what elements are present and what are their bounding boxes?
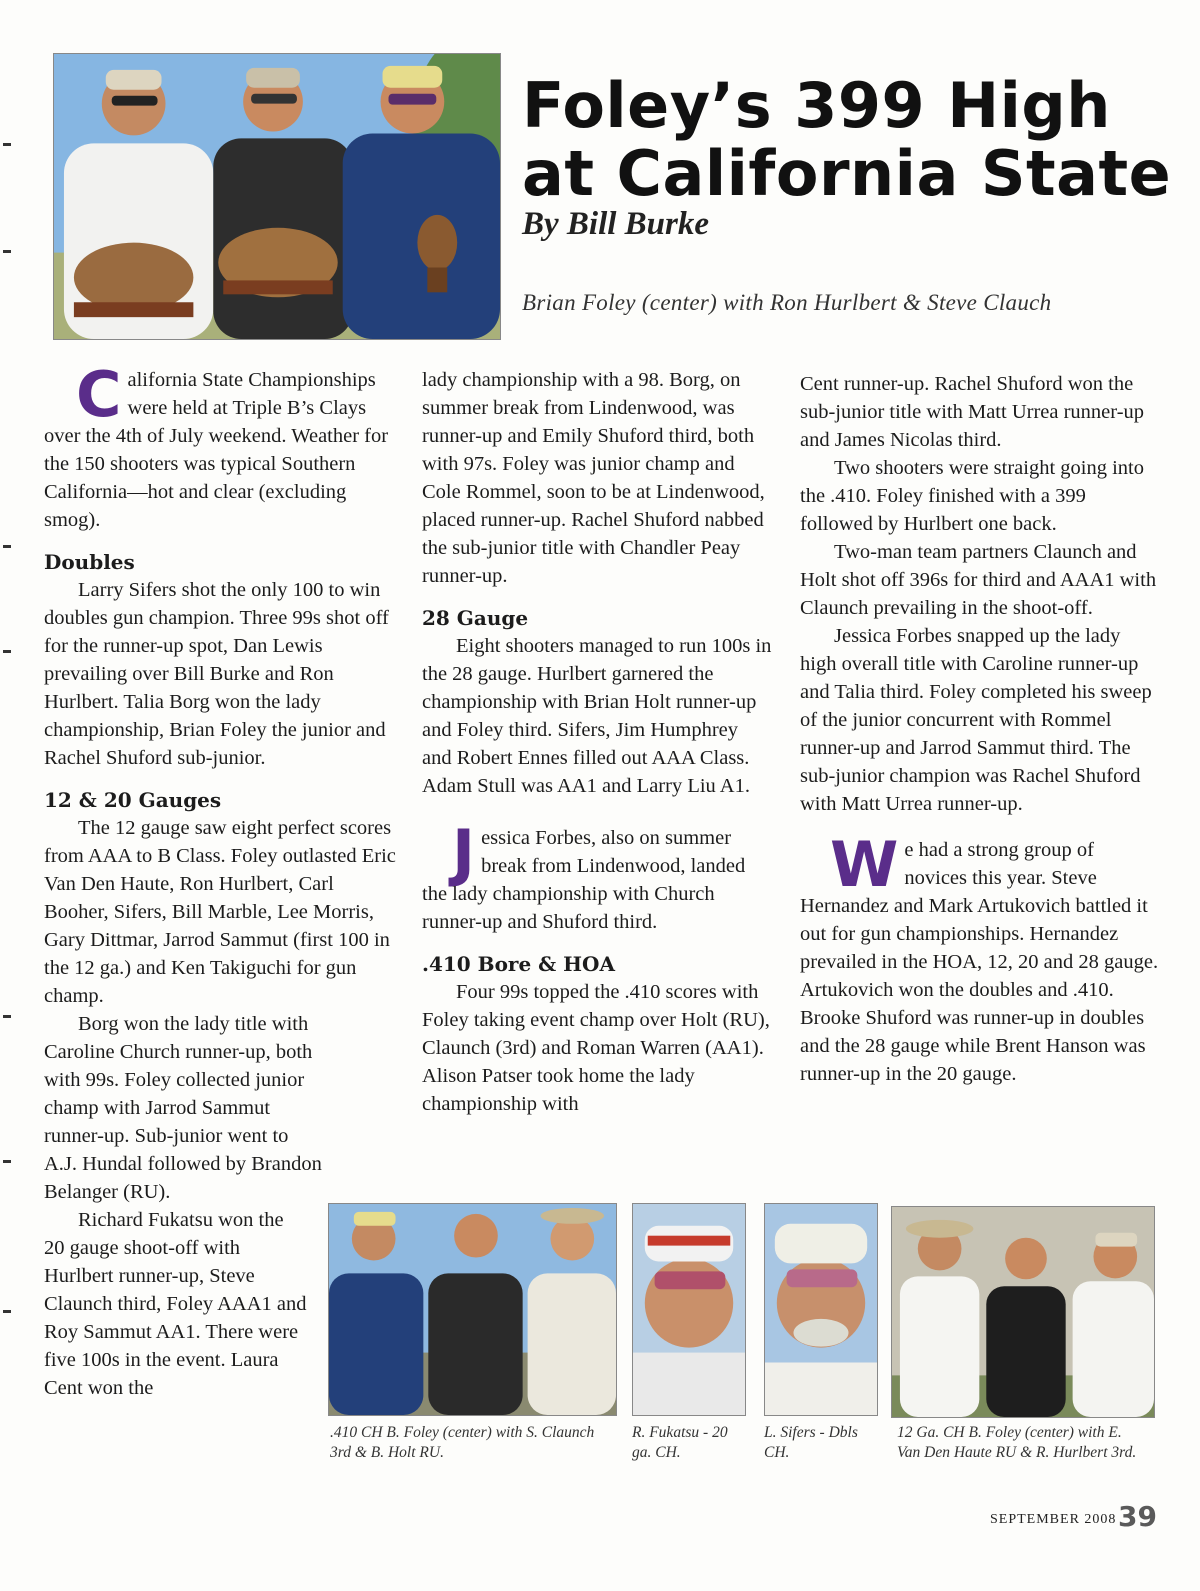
title-line-2: at California State xyxy=(522,137,1172,210)
gauge28-paragraph: Eight shooters managed to run 100s in the 28 gauge. Hurlbert garnered the championship with Brian Holt runner-up and Foley third. Sifers, Jim Humphrey and Robert Ennes filled out AAA Class. Adam Stull was AA1 and Larry Liu A1. xyxy=(422,635,772,797)
gauges-paragraph-1: The 12 gauge saw eight perfect scores from AAA to B Class. Foley outlasted Eric Van Den Haute, Ron Hurlbert, Carl Booher, Sifers, Bill Marble, Lee Morris, Gary Dittmar, Jarrod Sammut (first 100 in the 12 ga.) and Ken Takiguchi for gun champ. xyxy=(44,817,396,1007)
dropcap-w: W xyxy=(830,828,899,901)
title-line-1: Foley’s 399 High xyxy=(522,69,1111,142)
bore-paragraph: Four 99s topped the .410 scores with Foley taking event champ over Holt (RU), Claunch (3rd) and Roman Warren (AA1). Alison Patser took home the lady championship with xyxy=(422,981,770,1115)
page-number: 39 xyxy=(1118,1500,1157,1533)
photo-12ga-winners xyxy=(891,1206,1155,1418)
lady-hoa-paragraph: Jessica Forbes snapped up the lady high overall title with Caroline runner-up and Talia third. Foley completed his sweep of the junior concurrent with Rommel runner-up and Jarrod Sammut third. The sub-junior champion was Rachel Shuford with Matt Urrea runner-up. xyxy=(800,625,1152,815)
scan-mark xyxy=(3,1160,11,1163)
scan-mark xyxy=(3,650,11,653)
gauges-paragraph-2: Borg won the lady title with Caroline Church runner-up, both with 99s. Foley collected junior champ with Jarrod Sammut runner-up. Sub-junior went to A.J. Hundal followed by Brandon Belanger (RU). xyxy=(44,1013,322,1203)
scan-mark xyxy=(3,143,11,146)
dropcap-j: J xyxy=(452,816,476,889)
straight-paragraph: Two shooters were straight going into the .410. Foley finished with a 399 followed by Hurlbert one back. xyxy=(800,457,1145,535)
column-3 xyxy=(800,370,1160,1088)
gauges-heading: 12 & 20 Gauges xyxy=(44,788,222,812)
novices-paragraph: e had a strong group of novices this year. Steve Hernandez and Mark Artukovich battled it out for gun championships. Hernandez prevailed in the HOA, 12, 20 and 28 gauge. Artukovich won the doubles and .410. Brooke Shuford was runner-up in doubles and the 28 gauge while Brent Hanson was runner-up in the 20 gauge. xyxy=(800,839,1159,1085)
column-2 xyxy=(422,366,772,1118)
gauge28-heading: 28 Gauge xyxy=(422,606,529,630)
article-title xyxy=(522,69,1182,210)
intro-paragraph: alifornia State Championships were held at Triple B’s Clays over the 4th of July weekend. Weather for the 150 shooters was typical Southern California—hot and clear (excluding smog). xyxy=(44,369,389,531)
bore-heading: .410 Bore & HOA xyxy=(422,952,615,976)
photo-sifers xyxy=(764,1203,878,1416)
gauges-paragraph-3: Richard Fukatsu won the 20 gauge shoot-off with Hurlbert runner-up, Steve Claunch third, Foley AAA1 and Roy Sammut AA1. There were five 100s in the event. Laura Cent won the xyxy=(44,1209,307,1399)
scan-mark xyxy=(3,1310,11,1313)
caption-12ga: 12 Ga. CH B. Foley (center) with E. Van Den Haute RU & R. Hurlbert 3rd. xyxy=(897,1424,1137,1461)
jessica-paragraph: essica Forbes, also on summer break from Lindenwood, landed the lady championship with Church runner-up and Shuford third. xyxy=(422,827,746,933)
caption-fukatsu: R. Fukatsu - 20 ga. CH. xyxy=(632,1424,728,1461)
hero-caption: Brian Foley (center) with Ron Hurlbert & Steve Clauch xyxy=(522,290,1052,315)
dropcap-c: C xyxy=(76,358,122,431)
caption-410: .410 CH B. Foley (center) with S. Claunch 3rd & B. Holt RU. xyxy=(330,1424,595,1461)
lady-paragraph: lady championship with a 98. Borg, on summer break from Lindenwood, was runner-up and Emily Shuford third, both with 97s. Foley was junior champ and Cole Rommel, soon to be at Lindenwood, placed runner-up. Rachel Shuford nabbed the sub-junior title with Chandler Peay runner-up. xyxy=(422,369,765,587)
scan-mark xyxy=(3,545,11,548)
photo-fukatsu xyxy=(632,1203,746,1416)
hero-photo xyxy=(53,53,501,340)
byline: By Bill Burke xyxy=(522,206,710,242)
photo-410-winners xyxy=(328,1203,617,1416)
doubles-paragraph: Larry Sifers shot the only 100 to win doubles gun champion. Three 99s shot off for the runner-up spot, Dan Lewis prevailing over Bill Burke and Ron Hurlbert. Talia Borg won the lady championship, Brian Foley the junior and Rachel Shuford sub-junior. xyxy=(44,579,389,769)
issue-date: SEPTEMBER 2008 xyxy=(990,1512,1117,1527)
caption-sifers: L. Sifers - Dbls CH. xyxy=(764,1424,858,1461)
team-paragraph: Two-man team partners Claunch and Holt shot off 396s for third and AAA1 with Claunch prevailing in the shoot-off. xyxy=(800,541,1157,619)
scan-mark xyxy=(3,1015,11,1018)
scan-mark xyxy=(3,250,11,253)
subjunior-paragraph: Cent runner-up. Rachel Shuford won the sub-junior title with Matt Urrea runner-up and James Nicolas third. xyxy=(800,373,1145,451)
doubles-heading: Doubles xyxy=(44,550,135,574)
